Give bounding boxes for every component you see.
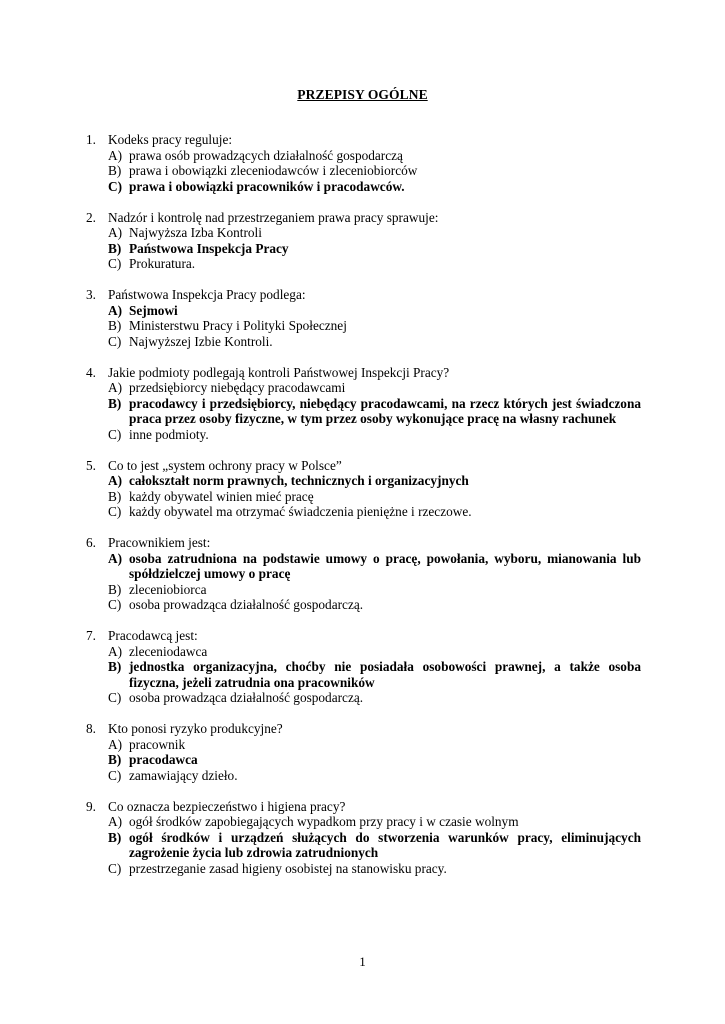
question-number: 1. xyxy=(86,132,96,147)
option-label: A) xyxy=(108,147,123,163)
option-c xyxy=(108,690,641,706)
option-a xyxy=(108,737,641,753)
question-text: Kto ponosi ryzyko produkcyjne? xyxy=(108,721,283,736)
option-label: B) xyxy=(108,240,122,256)
question-text: Co to jest „system ochrony pracy w Polsce” xyxy=(108,457,342,473)
option-text: jednostka organizacyjna, choćby nie posiadała osobowości prawnej, a także osoba fizyczna, jeżeli zatrudnia ona pracowników xyxy=(129,659,641,690)
option-label: B) xyxy=(108,488,122,504)
option-text: prawa i obowiązki pracowników i pracodawców. xyxy=(129,178,405,194)
option-b-correct xyxy=(108,752,641,768)
question-7 xyxy=(86,628,641,706)
option-text: prawa i obowiązki zleceniodawców i zleceniobiorców xyxy=(129,163,418,178)
option-label: C) xyxy=(108,178,123,194)
option-text: każdy obywatel ma otrzymać świadczenia pieniężne i rzeczowe. xyxy=(129,504,472,519)
option-label: C) xyxy=(108,333,122,349)
question-list xyxy=(86,132,641,892)
option-text: zamawiający dzieło. xyxy=(129,767,238,783)
option-label: C) xyxy=(108,860,122,876)
option-b xyxy=(108,318,641,334)
option-text: Najwyższej Izbie Kontroli. xyxy=(129,333,273,349)
option-text: Państwowa Inspekcja Pracy xyxy=(129,240,289,256)
question-4 xyxy=(86,365,641,443)
question-2 xyxy=(86,210,641,272)
question-number: 8. xyxy=(86,721,96,736)
option-label: A) xyxy=(108,550,123,566)
option-text: pracodawcy i przedsiębiorcy, niebędący pracodawcami, na rzecz których jest świadczona praca przez osoby fizyczne, w tym przez osoby wykonujące pracę na własny rachunek xyxy=(129,395,641,426)
option-b-correct xyxy=(108,830,641,861)
option-b-correct xyxy=(108,659,641,690)
option-c xyxy=(108,334,641,350)
question-number: 2. xyxy=(86,209,96,225)
option-text: całokształt norm prawnych, technicznych i organizacyjnych xyxy=(129,473,469,488)
option-a xyxy=(108,225,641,241)
option-text: osoba zatrudniona na podstawie umowy o pracę, powołania, wyboru, mianowania lub spółdzielczej umowy o pracę xyxy=(129,550,641,581)
option-a xyxy=(108,148,641,164)
option-text: ogół środków i urządzeń służących do stworzenia warunków pracy, eliminujących zagrożenie życia lub zdrowia zatrudnionych xyxy=(129,829,641,860)
option-text: pracownik xyxy=(129,736,186,752)
option-c xyxy=(108,597,641,613)
question-text: Co oznacza bezpieczeństwo i higiena pracy? xyxy=(108,798,346,814)
option-b xyxy=(108,489,641,505)
option-c-correct xyxy=(108,179,641,195)
option-c xyxy=(108,861,641,877)
option-a-correct xyxy=(108,551,641,582)
option-label: B) xyxy=(108,659,122,674)
question-number: 7. xyxy=(86,628,96,643)
option-a xyxy=(108,644,641,660)
option-label: B) xyxy=(108,581,122,597)
option-text: zleceniobiorca xyxy=(129,581,207,597)
option-text: każdy obywatel winien mieć pracę xyxy=(129,488,314,504)
option-b xyxy=(108,582,641,598)
option-c xyxy=(108,427,641,443)
option-label: A) xyxy=(108,643,123,659)
question-number: 5. xyxy=(86,457,96,473)
question-6 xyxy=(86,535,641,613)
option-label: A) xyxy=(108,814,123,829)
question-text: Nadzór i kontrolę nad przestrzeganiem prawa pracy sprawuje: xyxy=(108,209,439,225)
option-b xyxy=(108,163,641,179)
question-9 xyxy=(86,799,641,877)
option-c xyxy=(108,768,641,784)
option-text: prawa osób prowadzących działalność gospodarczą xyxy=(129,147,403,163)
question-number: 6. xyxy=(86,535,96,550)
option-label: B) xyxy=(108,318,122,333)
option-text: Sejmowi xyxy=(129,302,178,318)
option-b-correct xyxy=(108,241,641,257)
option-c xyxy=(108,256,641,272)
question-1 xyxy=(86,132,641,194)
option-a xyxy=(108,380,641,396)
option-text: osoba prowadząca działalność gospodarczą. xyxy=(129,690,364,705)
option-text: zleceniodawca xyxy=(129,643,208,659)
option-label: C) xyxy=(108,597,122,612)
option-label: B) xyxy=(108,163,122,178)
option-text: przestrzeganie zasad higieny osobistej na stanowisku pracy. xyxy=(129,860,447,876)
option-label: B) xyxy=(108,829,122,845)
option-label: A) xyxy=(108,473,123,488)
option-text: przedsiębiorcy niebędący pracodawcami xyxy=(129,380,346,395)
option-label: C) xyxy=(108,767,122,783)
option-label: B) xyxy=(108,395,122,411)
option-label: A) xyxy=(108,736,123,752)
option-label: B) xyxy=(108,752,122,767)
question-text: Jakie podmioty podlegają kontroli Państwowej Inspekcji Pracy? xyxy=(108,364,450,380)
question-text: Pracodawcą jest: xyxy=(108,628,198,643)
option-text: ogół środków zapobiegających wypadkom przy pracy i w czasie wolnym xyxy=(129,814,519,829)
option-a-correct xyxy=(108,473,641,489)
option-text: inne podmioty. xyxy=(129,426,209,442)
option-text: osoba prowadząca działalność gospodarczą. xyxy=(129,597,364,612)
option-text: pracodawca xyxy=(129,752,198,767)
question-text: Pracownikiem jest: xyxy=(108,535,211,550)
option-a-correct xyxy=(108,303,641,319)
question-3 xyxy=(86,287,641,349)
question-number: 9. xyxy=(86,798,96,814)
option-label: A) xyxy=(108,302,123,318)
option-b-correct xyxy=(108,396,641,427)
option-label: A) xyxy=(108,225,123,240)
page-title: PRZEPISY OGÓLNE xyxy=(297,87,428,102)
page-number: 1 xyxy=(359,954,366,969)
option-text: Najwyższa Izba Kontroli xyxy=(129,225,262,240)
question-number: 3. xyxy=(86,287,96,302)
question-number: 4. xyxy=(86,364,96,380)
option-label: A) xyxy=(108,380,123,395)
option-c xyxy=(108,504,641,520)
option-label: C) xyxy=(108,504,122,519)
option-label: C) xyxy=(108,426,122,442)
option-text: Prokuratura. xyxy=(129,256,196,271)
option-text: Ministerstwu Pracy i Polityki Społecznej xyxy=(129,318,347,333)
question-text: Państwowa Inspekcja Pracy podlega: xyxy=(108,287,306,302)
question-8 xyxy=(86,721,641,783)
option-label: C) xyxy=(108,256,122,271)
option-label: C) xyxy=(108,690,122,705)
question-5 xyxy=(86,458,641,520)
option-a xyxy=(108,814,641,830)
question-text: Kodeks pracy reguluje: xyxy=(108,132,233,147)
